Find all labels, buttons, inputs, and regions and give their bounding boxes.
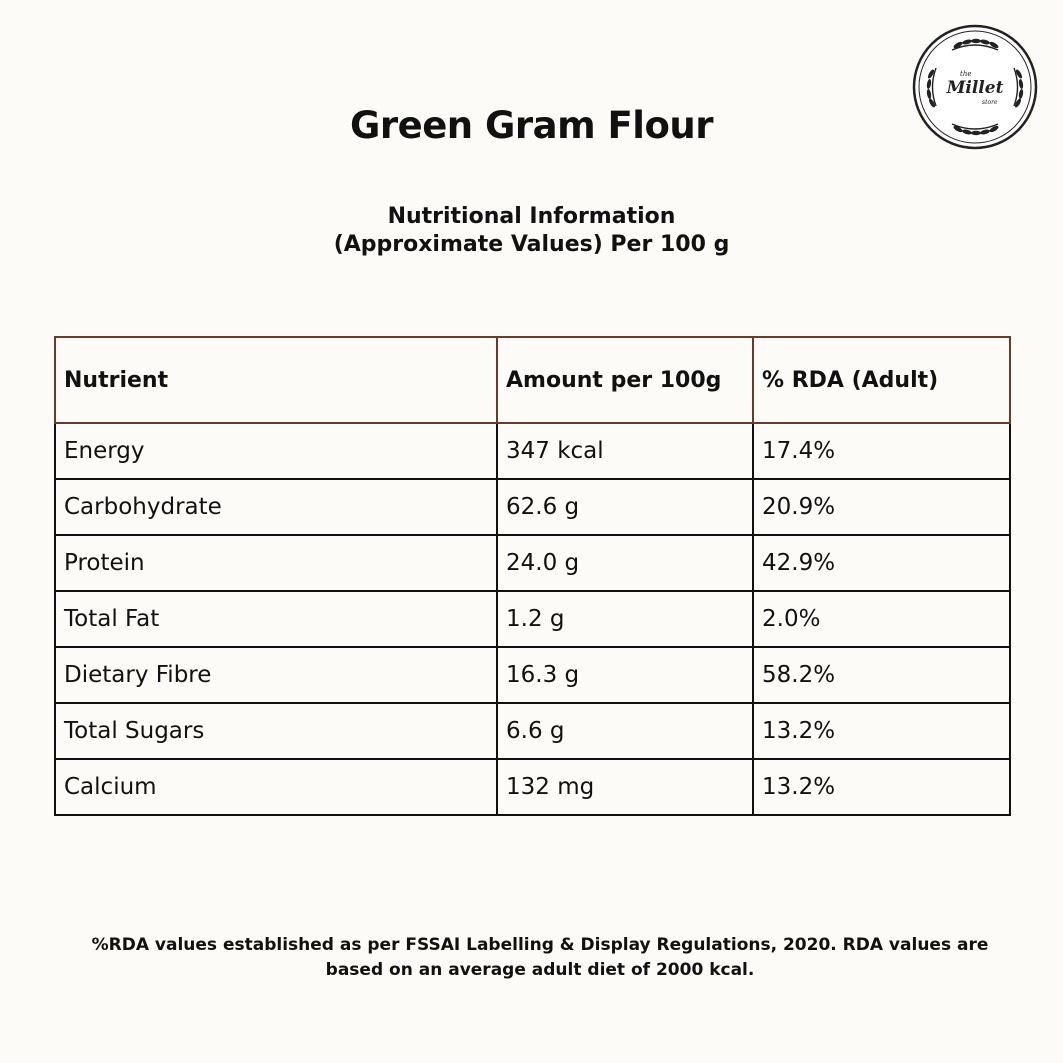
table-row: [55, 423, 1010, 479]
nutrition-table: [54, 336, 1011, 816]
cell-amount: 16.3 g: [497, 647, 753, 703]
header-nutrient: Nutrient: [55, 337, 497, 423]
subtitle-line-2: (Approximate Values) Per 100 g: [333, 232, 730, 257]
footnote-line-1: %RDA values established as per FSSAI Labelling & Display Regulations, 2020. RDA values are: [91, 935, 989, 955]
brand-logo: [912, 24, 1038, 150]
cell-rda: 17.4%: [753, 423, 1010, 479]
cell-amount: 6.6 g: [497, 703, 753, 759]
cell-amount: 347 kcal: [497, 423, 753, 479]
table-row: [55, 703, 1010, 759]
table-row: [55, 479, 1010, 535]
header-amount: Amount per 100g: [497, 337, 753, 423]
cell-nutrient: Total Sugars: [55, 703, 497, 759]
cell-nutrient: Dietary Fibre: [55, 647, 497, 703]
cell-rda: 13.2%: [753, 703, 1010, 759]
cell-amount: 1.2 g: [497, 591, 753, 647]
logo-brand-name: Millet: [946, 78, 1004, 98]
table-row: [55, 535, 1010, 591]
footnote: [40, 933, 1040, 983]
subtitle: [0, 203, 1063, 259]
logo-small-bottom: store: [982, 99, 998, 106]
cell-rda: 20.9%: [753, 479, 1010, 535]
table-row: [55, 647, 1010, 703]
cell-nutrient: Protein: [55, 535, 497, 591]
cell-rda: 42.9%: [753, 535, 1010, 591]
laurel-wreath-icon: [912, 24, 1038, 150]
cell-nutrient: Calcium: [55, 759, 497, 815]
cell-amount: 62.6 g: [497, 479, 753, 535]
table-row: [55, 759, 1010, 815]
footnote-line-2: based on an average adult diet of 2000 kcal.: [325, 960, 755, 980]
subtitle-line-1: Nutritional Information: [387, 204, 676, 229]
cell-nutrient: Energy: [55, 423, 497, 479]
logo-small-top: the: [960, 70, 972, 78]
cell-rda: 58.2%: [753, 647, 1010, 703]
cell-rda: 2.0%: [753, 591, 1010, 647]
cell-nutrient: Total Fat: [55, 591, 497, 647]
cell-amount: 24.0 g: [497, 535, 753, 591]
cell-nutrient: Carbohydrate: [55, 479, 497, 535]
cell-amount: 132 mg: [497, 759, 753, 815]
page-title: Green Gram Flour: [349, 104, 713, 147]
cell-rda: 13.2%: [753, 759, 1010, 815]
header-rda: % RDA (Adult): [753, 337, 1010, 423]
table-row: [55, 591, 1010, 647]
table-header-row: [55, 337, 1010, 423]
